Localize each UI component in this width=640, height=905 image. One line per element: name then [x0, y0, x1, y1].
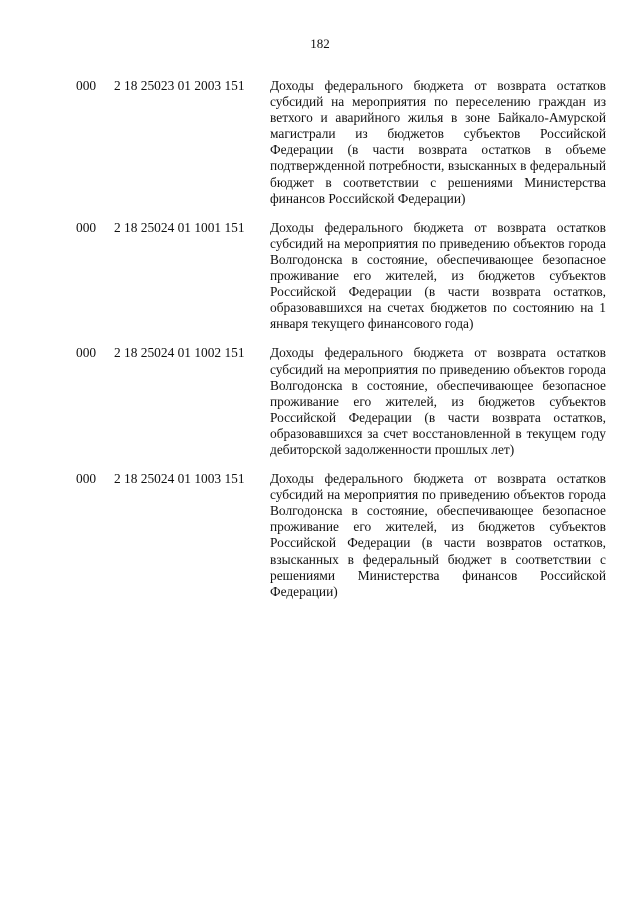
page-number: 182 [310, 36, 330, 51]
entry-description: Доходы федерального бюджета от возврата остатков субсидий на мероприятия по переселению граждан из ветхого и аварийного жилья в зоне Байкало-Амурской магистрали из бюджетов субъектов Российской Федерации (в части возврата остатков в объеме подтвержденной потребности, взысканных в федеральный бюджет в соответствии с решениями Министерства финансов Российской Федерации) [270, 78, 606, 206]
budget-entry [76, 78, 612, 207]
admin-code: 000 [76, 471, 97, 487]
entry-description: Доходы федерального бюджета от возврата остатков субсидий на мероприятия по приведению объектов города Волгодонска в состояние, обеспечивающее безопасное проживание его жителей, из бюджетов субъектов Российской Федерации (в части возвратов остатков, взысканных в федеральный бюджет в соответствии с решениями Министерства финансов Российской Федерации) [270, 471, 606, 599]
entry-description: Доходы федерального бюджета от возврата остатков субсидий на мероприятия по приведению объектов города Волгодонска в состояние, обеспечивающее безопасное проживание его жителей, из бюджетов субъектов Российской Федерации (в части возврата остатков, образовавшихся на счетах бюджетов по состоянию на 1 января текущего финансового года) [270, 219, 606, 332]
admin-code: 000 [76, 345, 97, 361]
budget-entry [76, 345, 612, 458]
budget-classification-code: 2 18 25024 01 1002 151 [114, 345, 245, 361]
budget-code-list [76, 78, 612, 613]
admin-code: 000 [76, 78, 97, 93]
entry-description: Доходы федерального бюджета от возврата остатков субсидий на мероприятия по приведению объектов города Волгодонска в состояние, обеспечивающее безопасное проживание его жителей, из бюджетов субъектов Российской Федерации (в части возврата остатков, образовавшихся за счет восстановленной в текущем году дебиторской задолженности прошлых лет) [270, 345, 606, 457]
budget-classification-code: 2 18 25024 01 1001 151 [114, 219, 245, 235]
budget-classification-code: 2 18 25024 01 1003 151 [114, 471, 245, 487]
admin-code: 000 [76, 219, 97, 235]
budget-entry [76, 471, 612, 600]
budget-entry [76, 220, 612, 333]
budget-classification-code: 2 18 25023 01 2003 151 [114, 78, 245, 93]
